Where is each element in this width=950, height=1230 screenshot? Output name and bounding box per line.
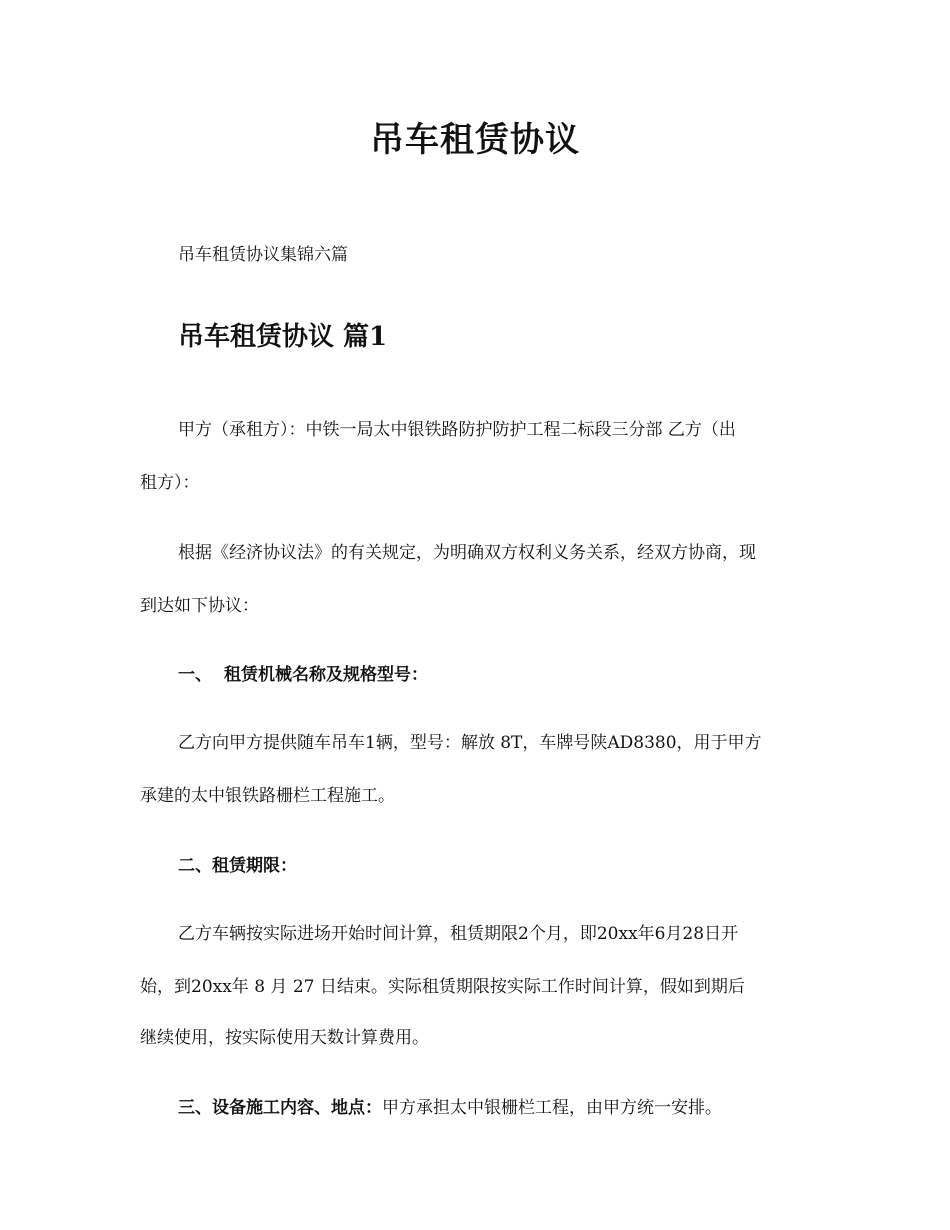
heading3-label: 三、设备施工内容、地点： bbox=[178, 1098, 382, 1118]
document-subtitle: 吊车租赁协议集锦六篇 bbox=[178, 245, 348, 265]
para2-line2: 到达如下协议： bbox=[140, 596, 259, 616]
heading3-line bbox=[178, 1093, 722, 1118]
para4-line1: 乙方车辆按实际进场开始时间计算，租赁期限2个月，即20xx年6月28日开 bbox=[178, 924, 739, 944]
section-title: 吊车租赁协议 篇1 bbox=[178, 322, 388, 352]
heading3-text: 甲方承担太中银栅栏工程，由甲方统一安排。 bbox=[382, 1098, 722, 1118]
para3-line1: 乙方向甲方提供随车吊车1辆，型号：解放 8T，车牌号陕AD8380，用于甲方 bbox=[178, 733, 762, 753]
para1-line1: 甲方（承租方）：中铁一局太中银铁路防护防护工程二标段三分部 乙方（出 bbox=[178, 420, 736, 440]
para4-line3: 继续使用，按实际使用天数计算费用。 bbox=[140, 1028, 429, 1048]
para4-line2: 始，到20xx年 8 月 27 日结束。实际租赁期限按实际工作时间计算，假如到期后 bbox=[140, 977, 745, 997]
para3-line2: 承建的太中银铁路栅栏工程施工。 bbox=[140, 786, 395, 806]
heading2: 二、租赁期限： bbox=[178, 856, 297, 876]
heading1-text: 租赁机械名称及规格型号： bbox=[224, 665, 428, 685]
para2-line1: 根据《经济协议法》的有关规定，为明确双方权利义务关系，经双方协商，现 bbox=[178, 543, 756, 563]
para1-line2: 租方）： bbox=[140, 473, 200, 493]
heading1-number: 一、 bbox=[178, 665, 212, 685]
document-title: 吊车租赁协议 bbox=[370, 120, 580, 160]
